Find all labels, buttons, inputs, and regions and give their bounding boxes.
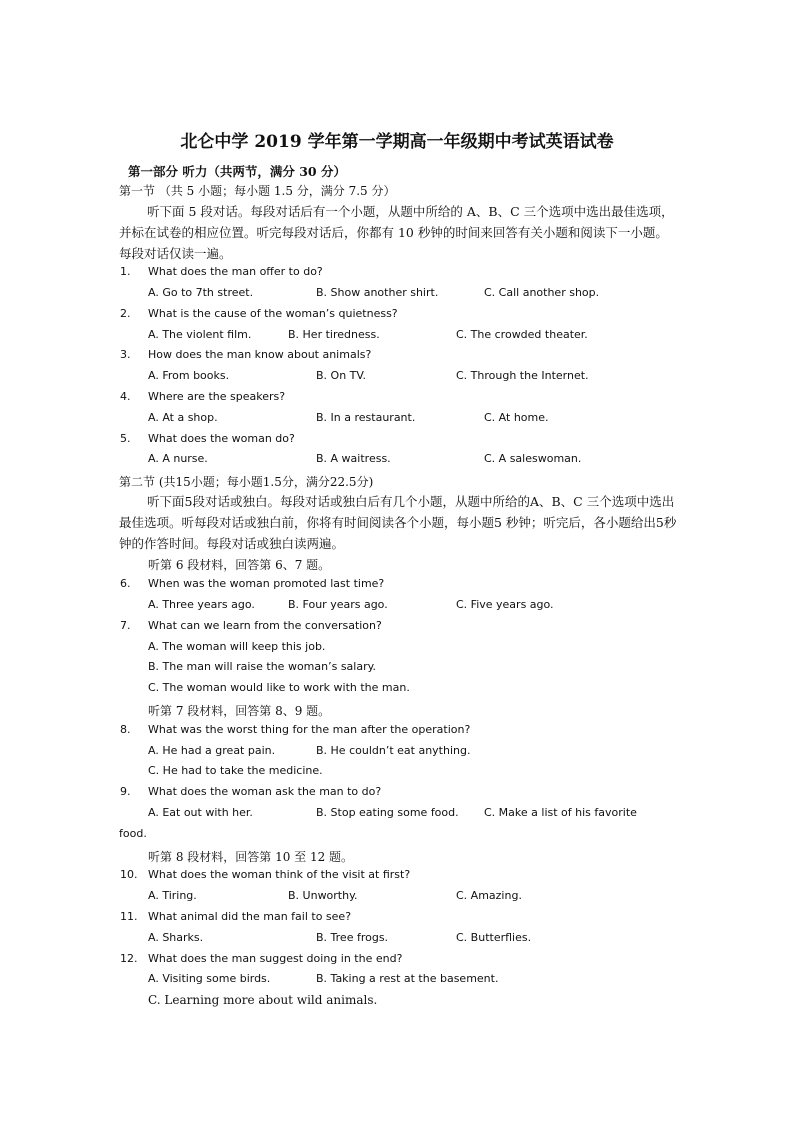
option-b: B. A waitress. [316,452,391,465]
option-a: A. Tiring. [148,889,197,902]
question-text: What is the cause of the woman’s quietness? [148,307,398,320]
option-a: A. Go to 7th street. [148,286,254,299]
option-a: A. Three years ago. [148,598,255,611]
question-text: What animal did the man fail to see? [148,910,352,923]
option-c: C. Learning more about wild animals. [148,993,378,1007]
option-a: A. Sharks. [148,931,204,944]
option-c: C. Five years ago. [456,598,554,611]
part1-heading: 第一部分 听力（共两节，满分 30 分） [128,164,346,179]
option-a: A. Visiting some birds. [148,972,271,985]
option-b: B. Four years ago. [288,598,388,611]
question-number: 12. [120,952,138,965]
option-c: C. At home. [484,411,549,424]
question-number: 11. [120,910,138,923]
option-a: A. At a shop. [148,411,218,424]
option-c: C. Butterflies. [456,931,532,944]
option-b: B. The man will raise the woman’s salary. [148,660,377,673]
option-a: A. The woman will keep this job. [148,640,326,653]
option-c-continued: food. [119,827,147,840]
question-number: 5. [120,432,131,445]
material-intro: 听第 8 段材料，回答第 10 至 12 题。 [148,850,354,864]
option-c: C. The crowded theater. [456,328,588,341]
question-text: How does the man know about animals? [148,348,372,361]
question-text: What does the woman ask the man to do? [148,785,382,798]
option-a: A. From books. [148,369,230,382]
material-intro: 听第 6 段材料，回答第 6、7 题。 [148,558,331,572]
question-text: What does the man suggest doing in the end? [148,952,403,965]
material-intro: 听第 7 段材料，回答第 8、9 题。 [148,704,331,718]
section1-instructions: 听下面 5 段对话。每段对话后有一个小题，从题中所给的 A、B、C 三个选项中选出最佳选项，并标在试卷的相应位置。听完每段对话后，你都有 10 秒钟的时间来回答有关小题和阅读下一小题。每段对话仅读一遍。 [119,204,674,261]
option-c: C. The woman would like to work with the man. [148,681,410,694]
question-number: 8. [120,723,131,736]
option-b: B. Unworthy. [288,889,358,902]
option-a: A. The violent film. [148,328,252,341]
option-c: C. Call another shop. [484,286,600,299]
question-text: What was the worst thing for the man after the operation? [148,723,471,736]
question-text: What does the woman think of the visit at first? [148,868,411,881]
question-number: 4. [120,390,131,403]
section2-instructions: 听下面5段对话或独白。每段对话或独白后有几个小题，从题中所给的A、B、C 三个选项中选出最佳选项。听每段对话或独白前，你将有时间阅读各个小题，每小题5 秒钟；听完后，各小题给出5秒钟的作答时间。每段对话或独白读两遍。 [119,494,677,551]
option-c: C. A saleswoman. [484,452,582,465]
option-b: B. On TV. [316,369,366,382]
option-c: C. He had to take the medicine. [148,764,323,777]
option-a: A. He had a great pain. [148,744,276,757]
option-b: B. Taking a rest at the basement. [316,972,499,985]
question-number: 7. [120,619,131,632]
section1-heading: 第一节 （共 5 小题；每小题 1.5 分，满分 7.5 分） [119,184,396,198]
section2-heading: 第二节 (共15小题；每小题1.5分，满分22.5分) [119,475,374,489]
question-number: 2. [120,307,131,320]
question-text: What can we learn from the conversation? [148,619,382,632]
option-b: B. In a restaurant. [316,411,416,424]
option-a: A. A nurse. [148,452,208,465]
question-number: 1. [120,265,131,278]
question-number: 9. [120,785,131,798]
question-text: When was the woman promoted last time? [148,577,385,590]
option-b: B. He couldn’t eat anything. [316,744,471,757]
option-c: C. Amazing. [456,889,522,902]
option-b: B. Her tiredness. [288,328,380,341]
question-text: Where are the speakers? [148,390,286,403]
option-b: B. Stop eating some food. [316,806,459,819]
option-a: A. Eat out with her. [148,806,253,819]
option-b: B. Show another shirt. [316,286,439,299]
option-c: C. Through the Internet. [456,369,589,382]
question-text: What does the man offer to do? [148,265,323,278]
question-number: 3. [120,348,131,361]
question-text: What does the woman do? [148,432,295,445]
option-c: C. Make a list of his favorite [484,806,637,819]
exam-title: 北仑中学 2019 学年第一学期高一年级期中考试英语试卷 [180,132,614,152]
question-number: 10. [120,868,138,881]
option-b: B. Tree frogs. [316,931,389,944]
question-number: 6. [120,577,131,590]
